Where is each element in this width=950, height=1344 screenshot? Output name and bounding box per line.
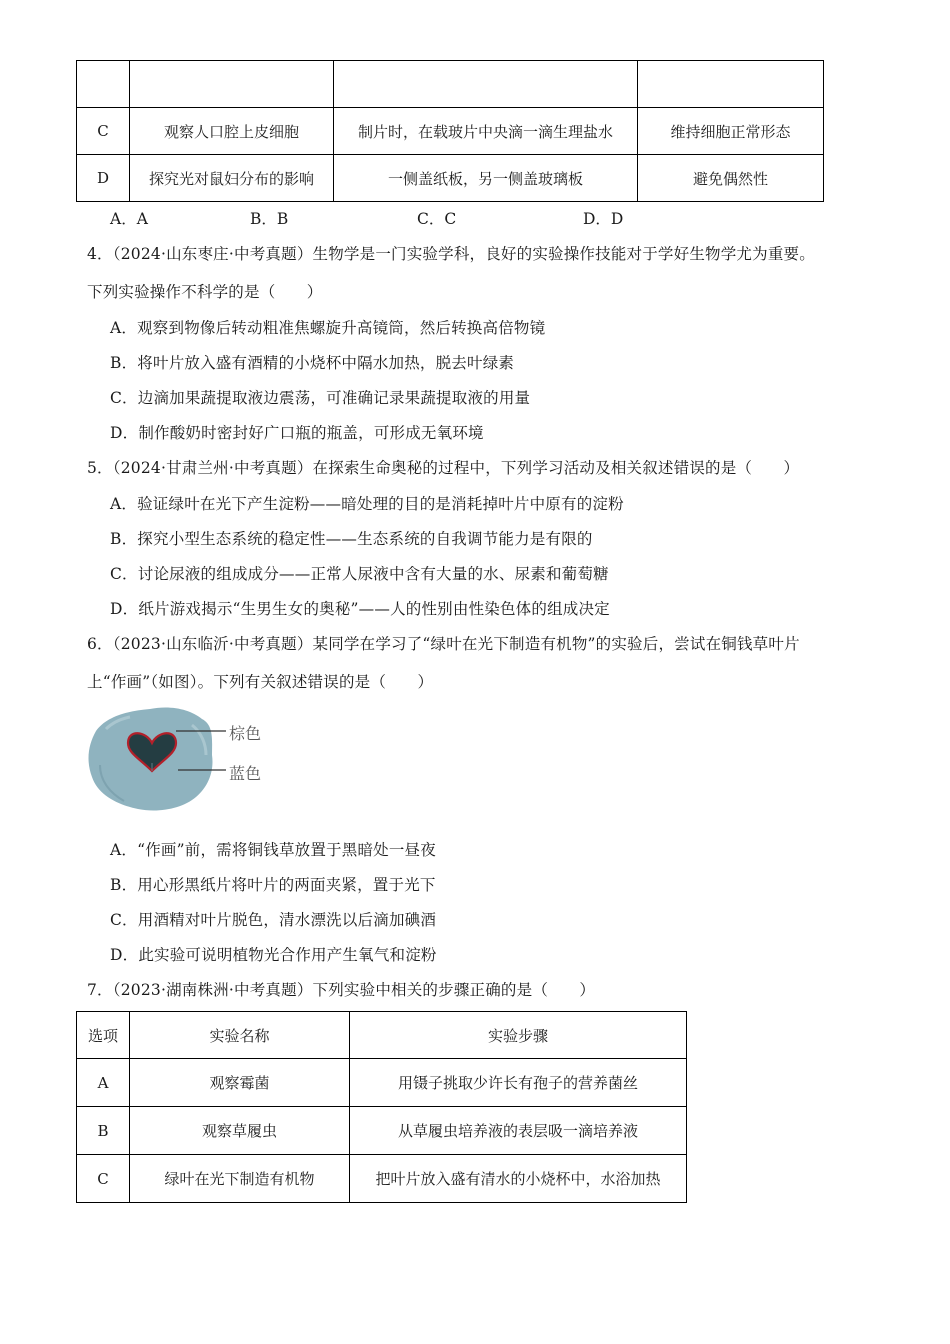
table-row (77, 1155, 687, 1203)
experiment-table-top (76, 60, 824, 202)
table-cell: 绿叶在光下制造有机物 (130, 1155, 350, 1203)
question-4-option-a: A．观察到物像后转动粗准焦螺旋升高镜筒，然后转换高倍物镜 (110, 319, 546, 337)
table-cell: C (77, 108, 130, 155)
table-cell: 制片时，在载玻片中央滴一滴生理盐水 (334, 108, 638, 155)
question-6-stem: 6．（2023·山东临沂·中考真题）某同学在学习了“绿叶在光下制造有机物”的实验后，尝试在铜钱草叶片 (87, 635, 800, 653)
table-row (77, 1059, 687, 1107)
table-cell: 维持细胞正常形态 (638, 108, 824, 155)
option-b: B．B (250, 210, 289, 228)
table-header-row (77, 1012, 687, 1059)
table-row (77, 108, 824, 155)
table-header: 选项 (77, 1012, 130, 1059)
experiment-table-q7 (76, 1011, 687, 1203)
table-row (77, 61, 824, 108)
option-c: C．C (417, 210, 457, 228)
question-7-stem: 7．（2023·湖南株洲·中考真题）下列实验中相关的步骤正确的是（ ） (87, 981, 596, 999)
table-cell: D (77, 155, 130, 202)
table-row (77, 1107, 687, 1155)
leaf-figure (86, 705, 276, 817)
table-cell: 把叶片放入盛有清水的小烧杯中，水浴加热 (350, 1155, 687, 1203)
table-header: 实验名称 (130, 1012, 350, 1059)
q3-options (110, 207, 710, 227)
question-4-option-b: B．将叶片放入盛有酒精的小烧杯中隔水加热，脱去叶绿素 (110, 354, 515, 372)
table-cell: 观察草履虫 (130, 1107, 350, 1155)
question-4-option-c: C．边滴加果蔬提取液边震荡，可准确记录果蔬提取液的用量 (110, 389, 531, 407)
question-6-option-a: A．“作画”前，需将铜钱草放置于黑暗处一昼夜 (110, 841, 436, 859)
table-cell: 避免偶然性 (638, 155, 824, 202)
table-cell: 观察人口腔上皮细胞 (130, 108, 334, 155)
question-5-option-a: A．验证绿叶在光下产生淀粉——暗处理的目的是消耗掉叶片中原有的淀粉 (110, 495, 624, 513)
table-cell: B (77, 1107, 130, 1155)
question-4-stem: 4．（2024·山东枣庄·中考真题）生物学是一门实验学科，良好的实验操作技能对于学好生物学尤为重要。 (87, 245, 815, 263)
question-5-option-d: D．纸片游戏揭示“生男生女的奥秘”——人的性别由性染色体的组成决定 (110, 600, 610, 618)
question-4-stem-cont: 下列实验操作不科学的是（ ） (87, 283, 323, 301)
question-5-option-c: C．讨论尿液的组成成分——正常人尿液中含有大量的水、尿素和葡萄糖 (110, 565, 609, 583)
option-a: A．A (110, 210, 148, 228)
brown-label: 棕色 (229, 724, 262, 743)
question-5-stem: 5．（2024·甘肃兰州·中考真题）在探索生命奥秘的过程中，下列学习活动及相关叙述错误的是（ ） (87, 459, 800, 477)
table-cell: 观察霉菌 (130, 1059, 350, 1107)
table-cell (334, 61, 638, 108)
table-cell: 一侧盖纸板，另一侧盖玻璃板 (334, 155, 638, 202)
table-cell (638, 61, 824, 108)
question-6-option-c: C．用酒精对叶片脱色，清水漂洗以后滴加碘酒 (110, 911, 437, 929)
blue-label: 蓝色 (229, 764, 262, 783)
table-row (77, 155, 824, 202)
question-6-stem-cont: 上“作画”（如图）。下列有关叙述错误的是（ ） (87, 673, 434, 691)
table-header: 实验步骤 (350, 1012, 687, 1059)
question-4-option-d: D．制作酸奶时密封好广口瓶的瓶盖，可形成无氧环境 (110, 424, 484, 442)
table-cell: 用镊子挑取少许长有孢子的营养菌丝 (350, 1059, 687, 1107)
table-cell: 探究光对鼠妇分布的影响 (130, 155, 334, 202)
table-cell: 从草履虫培养液的表层吸一滴培养液 (350, 1107, 687, 1155)
table-cell (130, 61, 334, 108)
table-cell: C (77, 1155, 130, 1203)
question-6-option-b: B．用心形黑纸片将叶片的两面夹紧，置于光下 (110, 876, 436, 894)
question-5-option-b: B．探究小型生态系统的稳定性——生态系统的自我调节能力是有限的 (110, 530, 593, 548)
option-d: D．D (583, 210, 624, 228)
table-cell: A (77, 1059, 130, 1107)
table-cell (77, 61, 130, 108)
question-6-option-d: D．此实验可说明植物光合作用产生氧气和淀粉 (110, 946, 437, 964)
